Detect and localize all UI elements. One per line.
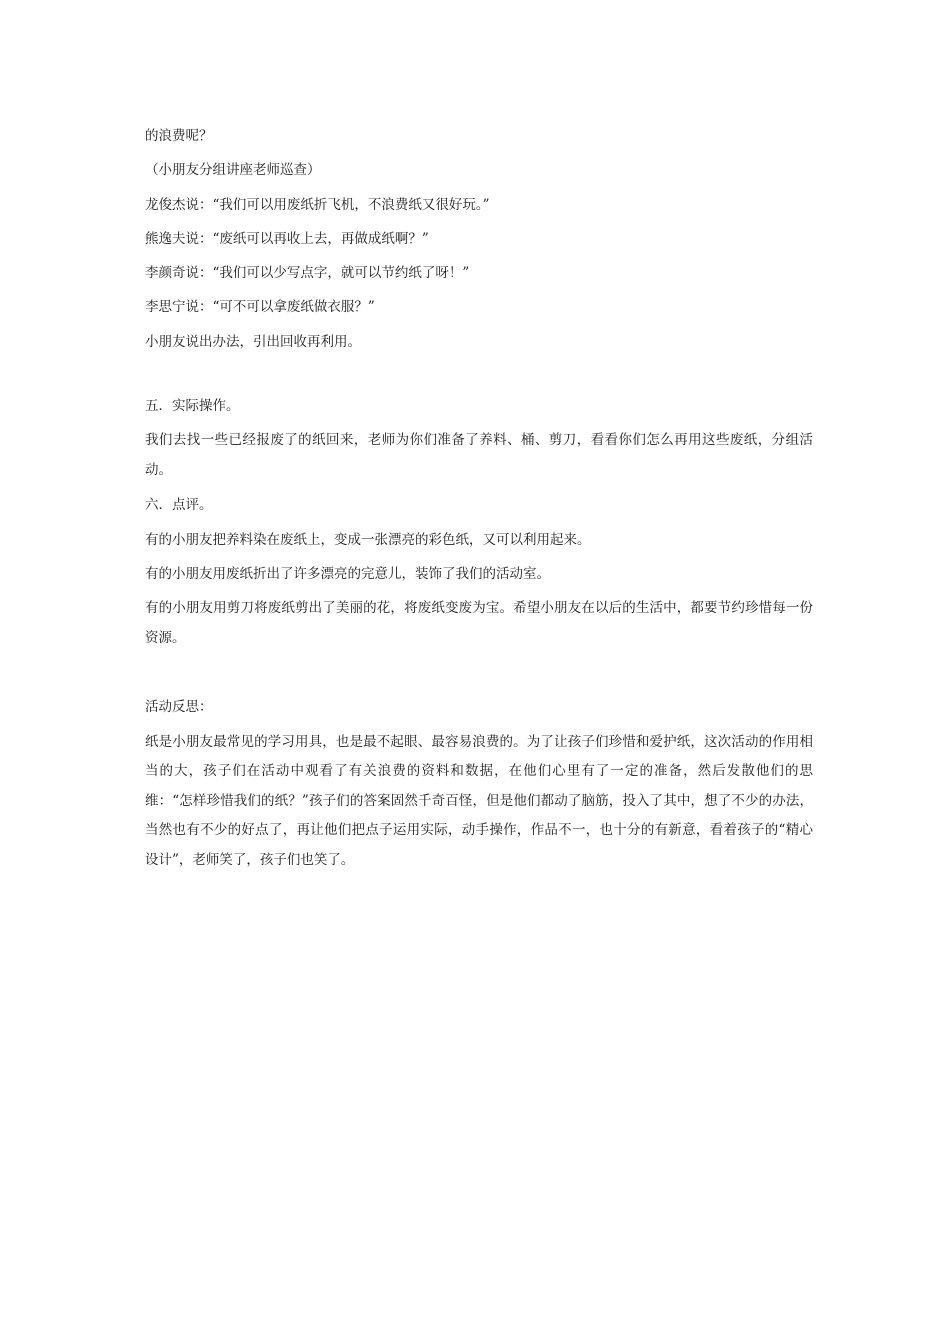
quote-line-lisining: 李思宁说：“可不可以拿废纸做衣服？” (145, 299, 375, 316)
quote-line-xiongyifu: 熊逸夫说：“废纸可以再收上去，再做成纸啊？” (145, 230, 429, 247)
section-heading-review: 六．点评。 (145, 497, 213, 514)
quote-line-liyanqi: 李颜奇说：“我们可以少写点字，就可以节约纸了呀！” (145, 265, 470, 282)
document-body (145, 126, 813, 885)
section-paragraph-reflection: 纸是小朋友最常见的学习用具，也是最不起眼、最容易浪费的。为了让孩子们珍惜和爱护纸，这次活动的作用相当的大，孩子们在活动中观看了有关浪费的资料和数据，在他们心里有了一定的准备，然后发散他们的思维：“怎样珍惜我们的纸？”孩子们的答案固然千奇百怪，但是他们都动了脑筋，投入了其中，想了不少的办法，当然也有不少的好点了，再让他们把点子运用实际，动手操作，作品不一，也十分的有新意，看着孩子的“精心设计”，老师笑了，孩子们也笑了。 (145, 733, 813, 868)
section-paragraph-practice: 我们去找一些已经报废了的纸回来，老师为你们准备了养料、桶、剪刀，看看你们怎么再用这些废纸，分组活动。 (145, 432, 813, 478)
quote-line-longjunjie: 龙俊杰说：“我们可以用废纸折飞机，不浪费纸又很好玩。” (145, 196, 490, 213)
text-line: 有的小朋友把养料染在废纸上，变成一张漂亮的彩色纸，又可以利用起来。 (145, 531, 591, 548)
text-line: 有的小朋友用废纸折出了许多漂亮的完意儿，装饰了我们的活动室。 (145, 565, 550, 582)
section-heading-reflection: 活动反思： (145, 699, 213, 716)
section-paragraph-review: 有的小朋友用剪刀将废纸剪出了美丽的花，将废纸变废为宝。希望小朋友在以后的生活中，都要节约珍惜每一份资源。 (145, 600, 813, 646)
section-heading-practice: 五．实际操作。 (145, 398, 240, 415)
text-line: （小朋友分组讲座老师巡查） (145, 162, 321, 179)
spacer (145, 663, 813, 697)
spacer (145, 366, 813, 396)
text-line: 小朋友说出办法，引出回收再利用。 (145, 333, 361, 350)
text-line: 的浪费呢？ (145, 128, 213, 144)
